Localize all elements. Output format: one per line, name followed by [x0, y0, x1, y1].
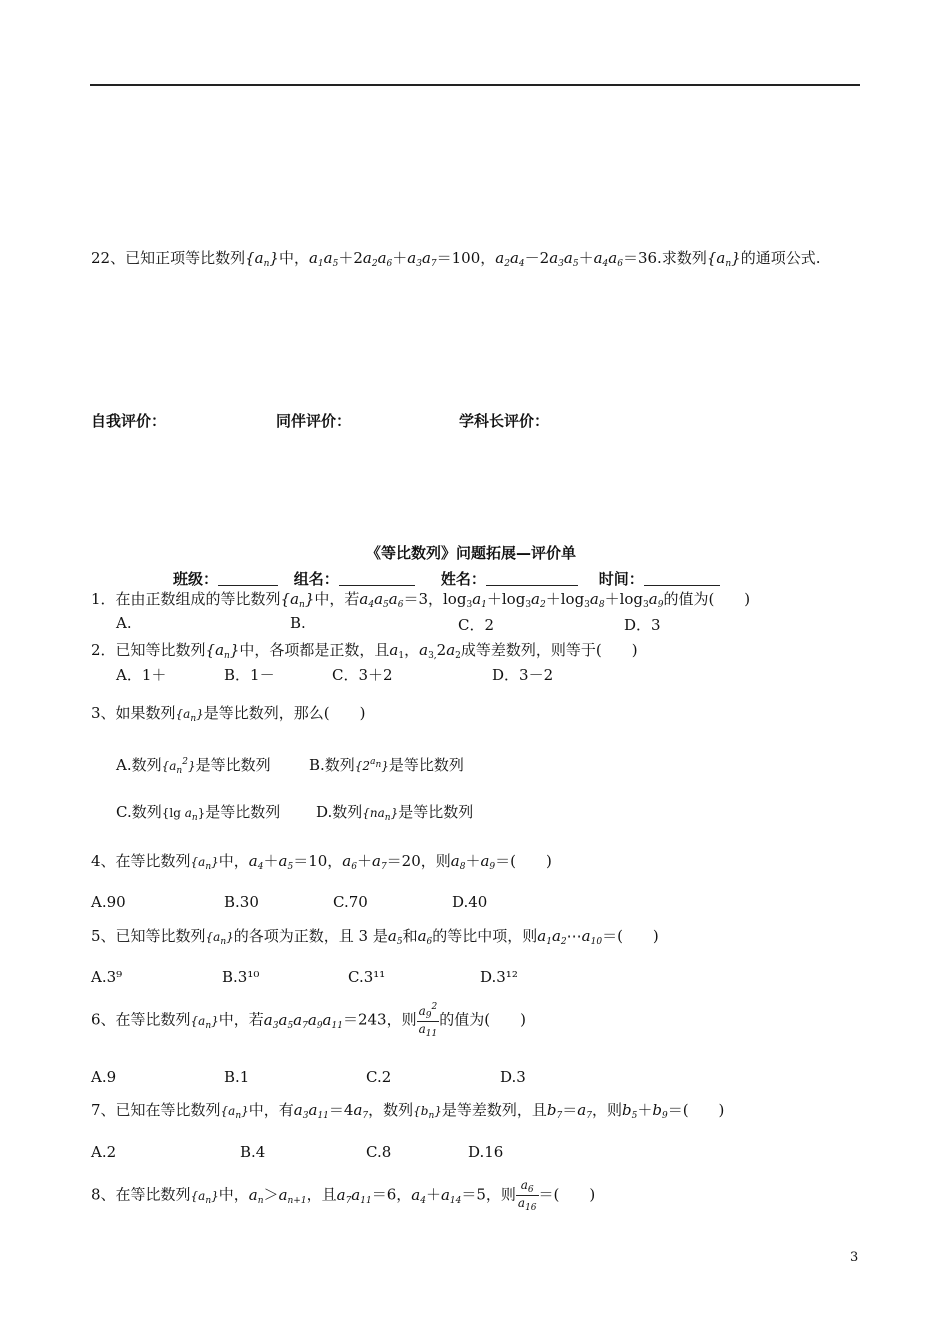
q22-end: 的通项公式.	[740, 249, 821, 267]
q7-option-b[interactable]: B.4	[240, 1143, 266, 1161]
question-4: 4、在等比数列$\{a_n\}$中，$a_4+a_5=10$，$a_6+a_7=20$，则$a_8+a_9=$( )	[91, 852, 552, 872]
group-field[interactable]	[339, 571, 415, 586]
question-6: 6、在等比数列$\{a_n\}$中，若$a_3a_5a_7a_9a_{11}=243$，则 $\frac{a_9^2}{a_{11}}$ 的值为( )	[91, 1002, 526, 1039]
q8-fraction: $\frac{a_6}{a_{16}}$	[517, 1178, 537, 1213]
q4-option-c[interactable]: C.70	[333, 893, 368, 911]
self-evaluation-label: 自我评价：	[91, 412, 167, 430]
class-label: 班级：	[173, 570, 219, 588]
q2-option-a[interactable]: A．1＋	[116, 666, 167, 684]
q22-seq: $\{a_n\}$	[245, 249, 279, 269]
q3-option-c[interactable]: C.数列{lg $a_n$}是等比数列	[116, 803, 281, 823]
q5-option-d[interactable]: D.3¹²	[480, 968, 518, 986]
q5-option-c[interactable]: C.3¹¹	[348, 968, 386, 986]
page-number: 3	[850, 1250, 859, 1265]
group-label: 组名：	[293, 570, 339, 588]
q5-option-b[interactable]: B.3¹⁰	[222, 968, 260, 986]
q22-mid: 中，	[278, 249, 309, 267]
q1-option-d[interactable]: D．3	[624, 616, 661, 634]
q6-fraction: $\frac{a_9^2}{a_{11}}$	[418, 1002, 438, 1039]
q6-option-d[interactable]: D.3	[500, 1068, 526, 1086]
q7-option-d[interactable]: D.16	[468, 1143, 504, 1161]
question-2: 2．已知等比数列$\{a_n\}$中，各项都是正数，且$a_1$，$a_{3,}2a_2$成等差数列，则等于( )	[91, 641, 638, 661]
q3-option-d[interactable]: D.数列$\{na_n\}$是等比数列	[316, 803, 474, 823]
q4-option-d[interactable]: D.40	[452, 893, 488, 911]
sheet-title: 《等比数列》问题拓展—评价单	[366, 544, 577, 562]
question-5: 5、已知等比数列$\{a_n\}$的各项为正数，且 3 是$a_5$和$a_6$的等比中项，则$a_1a_2\cdots a_{10}=$( )	[91, 927, 659, 947]
question-22: 22、已知正项等比数列$\{a_n\}$中，$a_1a_5+2a_2a_6+a_3a_7=100$，$a_2a_4-2a_3a_5+a_4a_6=36$.求数列$\{a_n\}$的通项公式.	[91, 249, 821, 269]
q22-prefix: 22、已知正项等比数列	[91, 249, 246, 267]
q22-eq2: $a_2a_4$	[495, 249, 525, 269]
q4-option-b[interactable]: B.30	[224, 893, 259, 911]
q22-eq1: $a_1a_5$	[308, 249, 339, 269]
time-field[interactable]	[644, 571, 720, 586]
q6-option-a[interactable]: A.9	[91, 1068, 117, 1086]
q3-option-b[interactable]: B.数列$\{2^{a_n}\}$是等比数列	[309, 756, 464, 774]
q2-option-b[interactable]: B．1－	[224, 666, 275, 684]
question-8: 8、在等比数列$\{a_n\}$中，$a_n>a_{n+1}$，且$a_7a_{11}=6$，$a_4+a_{14}=5$，则 $\frac{a_6}{a_{16}}$ ＝( )	[91, 1178, 596, 1213]
q7-option-a[interactable]: A.2	[91, 1143, 117, 1161]
header-rule	[90, 84, 860, 86]
q2-option-d[interactable]: D．3－2	[492, 666, 554, 684]
q2-option-c[interactable]: C．3＋2	[332, 666, 393, 684]
q5-option-a[interactable]: A.3⁹	[91, 968, 123, 986]
question-1: 1．在由正数组成的等比数列$\{a_n\}$中，若$a_4a_5a_6=3$，$\log_3a_1+\log_3a_2+\log_3a_8+\log_3a_9$的值为( )	[91, 590, 751, 610]
q6-option-b[interactable]: B.1	[224, 1068, 250, 1086]
question-7: 7、已知在等比数列$\{a_n\}$中，有$a_3a_{11}=4a_7$，数列$\{b_n\}$是等差数列，且$b_7=a_7$，则$b_5+b_9=$( )	[91, 1101, 725, 1121]
q4-option-a[interactable]: A.90	[91, 893, 126, 911]
q6-option-c[interactable]: C.2	[366, 1068, 392, 1086]
time-label: 时间：	[598, 570, 644, 588]
q1-option-b[interactable]: B.	[290, 614, 306, 632]
q1-option-c[interactable]: C．2	[458, 616, 495, 634]
leader-evaluation-label: 学科长评价：	[459, 412, 550, 430]
q7-option-c[interactable]: C.8	[366, 1143, 392, 1161]
q3-option-a[interactable]: A.数列$\{a_n^2\}$是等比数列	[116, 756, 271, 776]
name-label: 姓名：	[440, 570, 486, 588]
sheet-info-line	[173, 568, 720, 589]
q1-option-a[interactable]: A.	[116, 614, 132, 632]
class-field[interactable]	[218, 571, 278, 586]
peer-evaluation-label: 同伴评价：	[276, 412, 352, 430]
question-3: 3、如果数列$\{a_n\}$是等比数列，那么( )	[91, 704, 366, 724]
q22-tail: 求数列	[661, 249, 707, 267]
name-field[interactable]	[486, 571, 578, 586]
